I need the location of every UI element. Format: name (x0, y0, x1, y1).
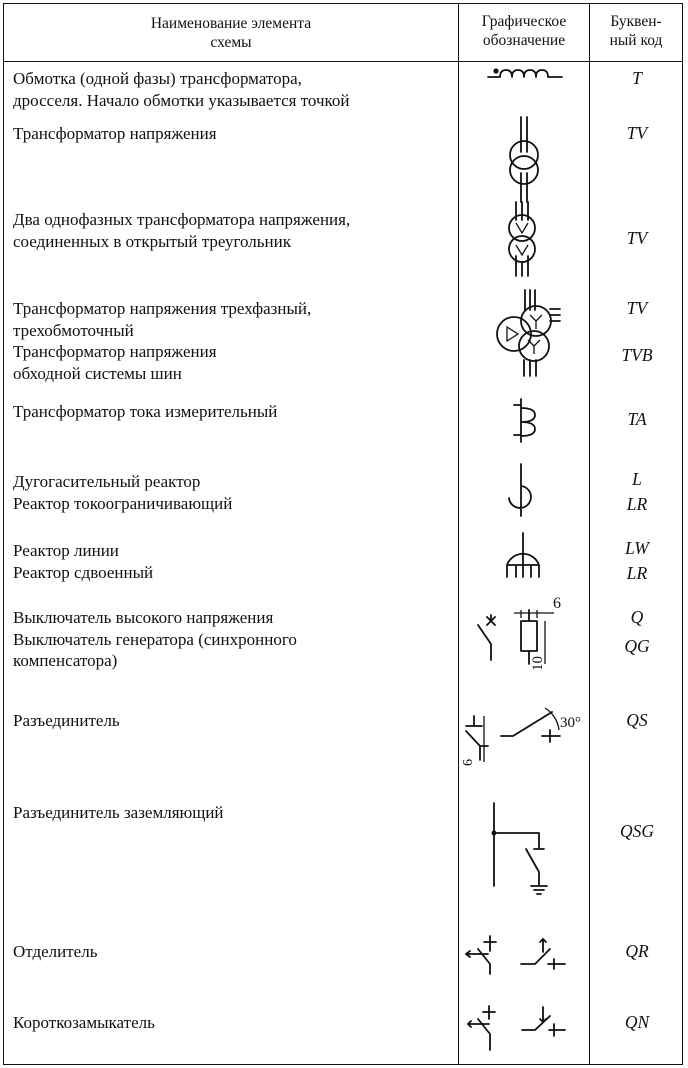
row-name: Отделитель (13, 942, 98, 961)
open-delta-transformer-icon (509, 202, 535, 276)
row-name: Разъединитель заземляющий (13, 803, 224, 822)
row-code: T (632, 68, 642, 88)
row-code: LW LR (625, 538, 649, 583)
svg-text:30°: 30° (560, 715, 581, 731)
row-name: Дугогасительный реактор Реактор токоограничивающий (13, 472, 233, 513)
symbols-table (3, 3, 683, 1065)
dual-reactor-icon (507, 533, 539, 577)
row-name: Разъединитель (13, 711, 120, 730)
current-transformer-icon (514, 399, 535, 442)
circuit-breaker-icon (478, 595, 561, 671)
svg-text:6: 6 (461, 759, 476, 766)
row-code: QSG (619, 821, 655, 841)
disconnector-icon (461, 708, 581, 766)
three-winding-transformer-icon (497, 290, 560, 376)
row-code: TV (626, 228, 648, 248)
row-name: Реактор линии Реактор сдвоенный (13, 541, 154, 582)
svg-text:10: 10 (530, 656, 546, 671)
symbols-column (4, 4, 681, 1063)
row-code: L LR (626, 469, 648, 514)
row-code: TV (626, 298, 648, 318)
earthing-switch-icon (492, 803, 548, 894)
header-symbol: Графическое обозначение (481, 13, 567, 49)
row-code: QG (624, 636, 650, 656)
row-code: QR (625, 941, 649, 961)
row-name: Короткозамыкатель (13, 1013, 155, 1032)
row-code: QN (624, 1012, 650, 1032)
row-name: Два однофазных трансформатора напряжения, соединенных в открытый треугольник (13, 210, 351, 251)
row-name: Трансформатор напряжения трехфазный, трехобмоточный Трансформатор напряжения обходной системы шин (13, 299, 312, 383)
row-name: Трансформатор тока измерительный (13, 402, 278, 421)
reactor-icon (509, 464, 531, 516)
separator-icon (466, 936, 565, 974)
winding-icon (488, 68, 562, 77)
row-name: Обмотка (одной фазы) трансформатора, дросселя. Начало обмотки указывается точкой (13, 69, 350, 110)
row-code: TV (626, 123, 648, 143)
header-code: Буквен- ный код (609, 13, 663, 49)
svg-text:6: 6 (553, 595, 561, 612)
row-name: Трансформатор напряжения (13, 124, 217, 143)
header-name: Наименование элемента схемы (150, 15, 312, 51)
row-code: TA (627, 409, 647, 429)
short-circuiter-icon (468, 1006, 565, 1050)
row-code: TVB (621, 345, 653, 365)
row-code: Q (630, 607, 644, 627)
row-name: Выключатель высокого напряжения Выключатель генератора (синхронного компенсатора) (13, 608, 297, 670)
voltage-transformer-icon (510, 117, 538, 202)
row-code: QS (626, 710, 648, 730)
